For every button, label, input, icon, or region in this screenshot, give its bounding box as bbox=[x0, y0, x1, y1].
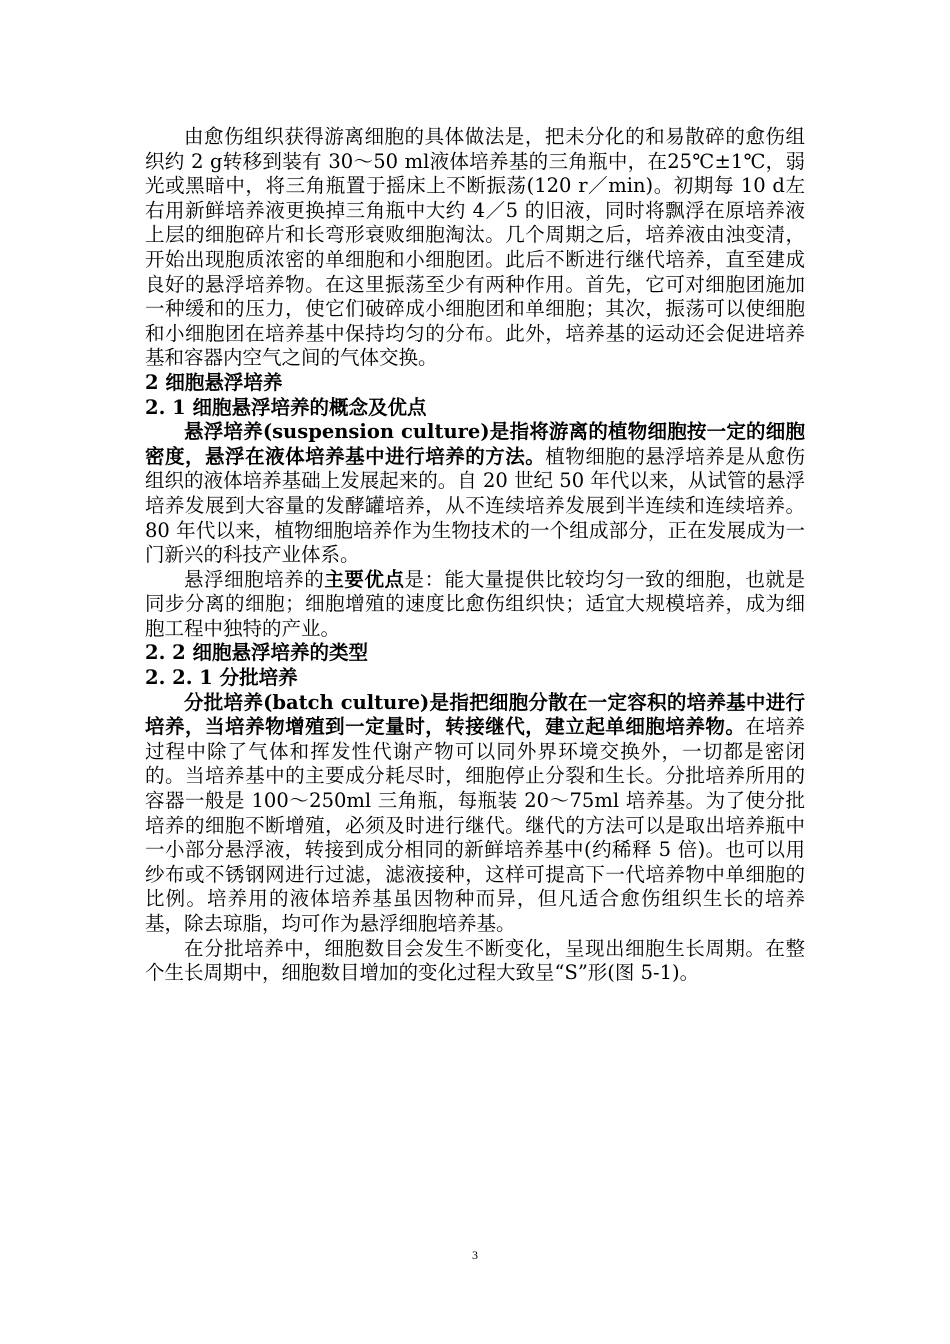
paragraph-suspension-method: 由愈伤组织获得游离细胞的具体做法是，把未分化的和易散碎的愈伤组织约 2 g转移到装有 30～50 ml液体培养基的三角瓶中，在25℃±1℃，弱光或黑暗中，将三角瓶置于摇床上不断振荡(120 r／min)。初期每 10 d左右用新鲜培养液更换掉三角瓶中大约 4／5 的旧液，同时将飘浮在原培养液上层的细胞碎片和长弯形衰败细胞淘汰。几个周期之后，培养液由浊变清，开始出现胞质浓密的单细胞和小细胞团。此后不断进行继代培养，直至建成良好的悬浮培养物。在这里振荡至少有两种作用。首先，它可对细胞团施加一种缓和的压力，使它们破碎成小细胞团和单细胞；其次，振荡可以使细胞和小细胞团在培养基中保持均匀的分布。此外，培养基的运动还会促进培养基和容器内空气之间的气体交换。 bbox=[145, 125, 805, 370]
paragraph-advantages bbox=[145, 568, 805, 642]
advantages-intro-text: 悬浮细胞培养的 bbox=[184, 567, 325, 591]
section-heading-2: 2 细胞悬浮培养 bbox=[145, 370, 283, 394]
batch-culture-bold-text: 分批培养(batch culture)是指把细胞分散在一定容积的培养基中进行培养，当培养物增殖到一定量时，转接继代，建立起单细胞培养物。 bbox=[145, 690, 805, 739]
definition-bold-text: 悬浮培养(suspension culture)是指将游离的植物细胞按一定的细胞密度，悬浮在液体培养基中进行培养的方法。 bbox=[145, 420, 805, 468]
paragraph-batch-culture bbox=[145, 691, 805, 937]
advantages-bold-text: 主要优点 bbox=[324, 567, 405, 591]
paragraph-growth-cycle: 在分批培养中，细胞数目会发生不断变化，呈现出细胞生长周期。在整个生长周期中，细胞数目增加的变化过程大致呈“S”形(图 5-1)。 bbox=[145, 936, 805, 985]
page-number: 3 bbox=[472, 1248, 478, 1262]
section-heading-2-1: 2. 1 细胞悬浮培养的概念及优点 bbox=[145, 395, 427, 419]
section-heading-2-2-1: 2. 2. 1 分批培养 bbox=[145, 666, 298, 690]
document-body bbox=[145, 125, 805, 986]
paragraph-suspension-definition bbox=[145, 420, 805, 568]
section-heading-2-2: 2. 2 细胞悬浮培养的类型 bbox=[145, 641, 369, 665]
definition-body-text: 植物细胞的悬浮培养是从愈伤组织的液体培养基础上发展起来的。自 20 世纪 50 年代以来，从试管的悬浮培养发展到大容量的发酵罐培养，从不连续培养发展到半连续和连续培养。80 年代以来，植物细胞培养作为生物技术的一个组成部分，正在发展成为一门新兴的科技产业体系。 bbox=[145, 444, 805, 567]
batch-culture-body-text: 在培养过程中除了气体和挥发性代谢产物可以同外界环境交换外，一切都是密闭的。当培养基中的主要成分耗尽时，细胞停止分裂和生长。分批培养所用的容器一般是 100～250ml 三角瓶，每瓶装 20～75ml 培养基。为了使分批培养的细胞不断增殖，必须及时进行继代。继代的方法可以是取出培养瓶中一小部分悬浮液，转接到成分相同的新鲜培养基中(约稀释 5 倍)。也可以用纱布或不锈钢网进行过滤，滤液接种，这样可提高下一代培养物中单细胞的比例。培养用的液体培养基虽因物种而异，但凡适合愈伤组织生长的培养基，除去琼脂，均可作为悬浮细胞培养基。 bbox=[145, 715, 805, 935]
advantages-body-text: 是：能大量提供比较均匀一致的细胞，也就是同步分离的细胞；细胞增殖的速度比愈伤组织快；适宜大规模培养，成为细胞工程中独特的产业。 bbox=[145, 567, 805, 640]
